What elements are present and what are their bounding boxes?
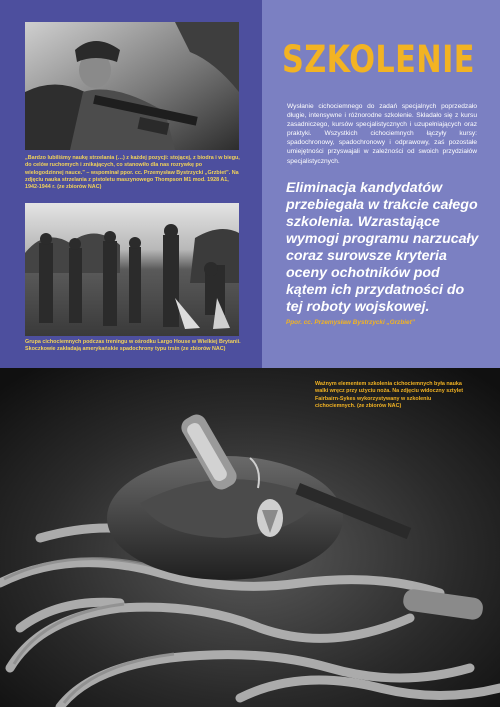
caption-photo-1: „Bardzo lubiliśmy naukę strzelania (…) z każdej pozycji: stojącej, z biodra i w biegu, do celów ruchomych i znikających, co stanowiło dla nas rozrywkę po wielogodzinnej nauce.” – wspominał ppor. cc. Przemysław Bystrzycki „Grzbiet”. Na zdjęciu nauka strzelania z pistoletu maszynowego Thompson M1 mod. 1928 A1, 1942-1944 r. (ze zbiorów NAC): [25, 155, 240, 191]
page-title: SZKOLENIE: [282, 38, 475, 81]
photo-beret-knife: [0, 368, 500, 707]
photo-soldier-aiming: [25, 22, 239, 150]
caption-photo-3: Ważnym elementem szkolenia cichociemnych była nauka walki wręcz przy użyciu noża. Na zdjęciu widoczny sztylet Fairbairn-Sykes wykorzystywany w szkoleniu cichociemnych. (ze zbiorów NAC): [315, 381, 463, 409]
intro-paragraph: Wysłanie cichociemnego do zadań specjalnych poprzedzało długie, intensywne i różnorodne szkolenie. Składało się z kursu zasadniczego, kursów specjalistycznych i uzupełniających oraz praktyki. Wszystkich cichociemnych łączyły kursy: spadochronowy, spadochronowy i odprawowy, zaś pozostałe umiejętności przyswajali w zależności od swoich przydziałów specjalistycznych.: [287, 103, 477, 165]
photo-group-training: [25, 203, 239, 336]
quote-text: Eliminacja kandydatów przebiegała w trakcie całego szkolenia. Wzrastające wymogi programu narzucały coraz surowsze kryteria oceny ochotników pod kątem ich przydatności do tej roboty wojskowej.: [286, 180, 479, 316]
caption-photo-2: Grupa cichociemnych podczas treningu w ośrodku Largo House w Wielkiej Brytanii. Skoczkowie zakładają amerykańskie spadochrony typu trsin (ze zbiorów NAC): [25, 339, 241, 353]
quote-author: Ppor. cc. Przemysław Bystrzycki „Grzbiet”: [286, 319, 415, 326]
